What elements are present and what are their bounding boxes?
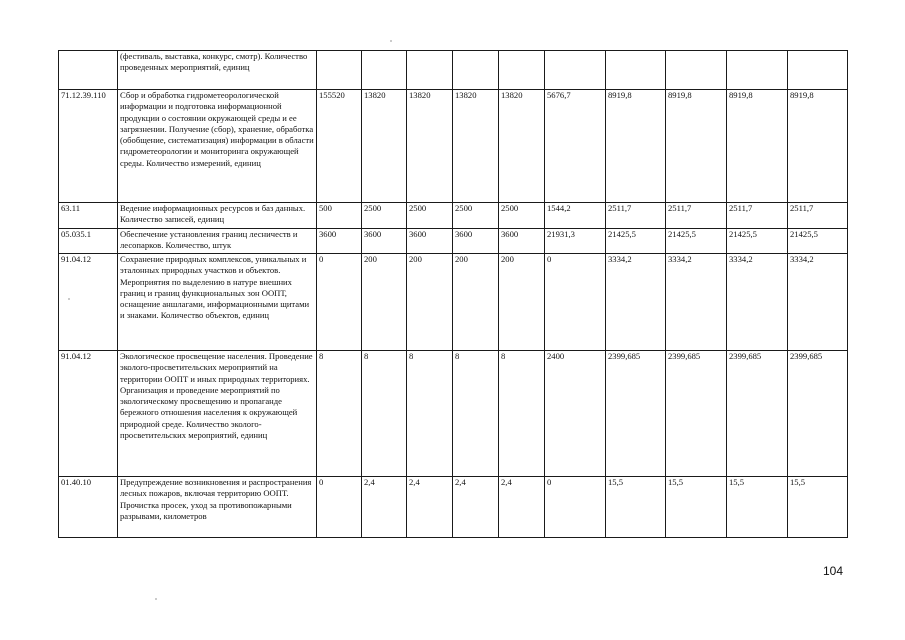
table-row [59,90,848,203]
row-value-cell: 2400 [545,351,606,477]
row-value-cell: 3334,2 [666,254,727,351]
row-value-cell: 2511,7 [727,203,788,229]
row-value-cell: 155520 [317,90,362,203]
table-row [59,351,848,477]
row-value-cell: 3600 [499,229,545,254]
row-description-cell: Ведение информационных ресурсов и баз данных. Количество записей, единиц [118,203,317,229]
row-value-cell: 8 [499,351,545,477]
row-value-cell: 1544,2 [545,203,606,229]
row-value-cell: 2399,685 [666,351,727,477]
row-value-cell [545,51,606,90]
row-value-cell: 0 [545,254,606,351]
row-value-cell: 200 [453,254,499,351]
row-code-cell: 01.40.10 [59,477,118,538]
row-value-cell: 21425,5 [666,229,727,254]
row-value-cell: 21425,5 [788,229,848,254]
row-description-cell: Сбор и обработка гидрометеорологической информации и подготовка информационной продукции о состоянии окружающей среды и ее загрязнении. Получение (сбор), хранение, обработка (обобщение, систематизация) информации в области гидрометеорологии и мониторинга окружающей среды. Количество измерений, единиц [118,90,317,203]
scan-speck [155,598,157,600]
row-value-cell: 2511,7 [788,203,848,229]
row-value-cell: 500 [317,203,362,229]
row-description-cell: Обеспечение установления границ лесничеств и лесопарков. Количество, штук [118,229,317,254]
row-value-cell: 8 [407,351,453,477]
row-description-cell: (фестиваль, выставка, конкурс, смотр). Количество проведенных мероприятий, единиц [118,51,317,90]
table-row [59,254,848,351]
table-row [59,477,848,538]
row-value-cell: 2399,685 [606,351,666,477]
row-code-cell: 05.035.1 [59,229,118,254]
table-row [59,51,848,90]
row-value-cell: 200 [407,254,453,351]
row-value-cell: 8919,8 [727,90,788,203]
row-code-cell: 91.04.12 [59,351,118,477]
row-value-cell [606,51,666,90]
table-row [59,229,848,254]
row-value-cell [788,51,848,90]
row-value-cell: 8919,8 [606,90,666,203]
row-value-cell: 8 [453,351,499,477]
row-value-cell: 21425,5 [727,229,788,254]
row-value-cell: 13820 [453,90,499,203]
row-value-cell: 3600 [453,229,499,254]
activities-table [58,50,848,538]
row-value-cell [362,51,407,90]
row-value-cell: 8 [362,351,407,477]
row-value-cell: 3334,2 [788,254,848,351]
page-number: 104 [823,564,844,578]
row-code-cell: 91.04.12 [59,254,118,351]
table-row [59,203,848,229]
row-value-cell: 5676,7 [545,90,606,203]
row-value-cell: 2,4 [499,477,545,538]
row-value-cell: 13820 [499,90,545,203]
row-description-cell: Сохранение природных комплексов, уникальных и эталонных природных участков и объектов. Мероприятия по выделению в натуре внешних границ и границ функциональных зон ООПТ, оснащение аншлагами, информационными щитами и знаками. Количество объектов, единиц [118,254,317,351]
row-value-cell [453,51,499,90]
row-value-cell [317,51,362,90]
scan-speck [68,298,70,300]
row-value-cell: 8919,8 [788,90,848,203]
row-code-cell: 63.11 [59,203,118,229]
row-value-cell: 13820 [362,90,407,203]
row-value-cell: 15,5 [788,477,848,538]
row-description-cell: Предупреждение возникновения и распространения лесных пожаров, включая территорию ООПТ. Прочистка просек, уход за противопожарными разрывами, километров [118,477,317,538]
row-value-cell: 15,5 [666,477,727,538]
row-value-cell: 3334,2 [606,254,666,351]
row-value-cell [407,51,453,90]
row-value-cell [666,51,727,90]
row-value-cell: 0 [545,477,606,538]
row-value-cell [499,51,545,90]
row-value-cell: 2,4 [362,477,407,538]
row-value-cell: 3334,2 [727,254,788,351]
row-value-cell: 2500 [407,203,453,229]
scan-speck [390,40,392,42]
row-value-cell: 8919,8 [666,90,727,203]
row-value-cell: 2399,685 [727,351,788,477]
row-value-cell: 15,5 [606,477,666,538]
row-value-cell: 3600 [362,229,407,254]
row-value-cell: 2,4 [407,477,453,538]
row-value-cell: 2511,7 [606,203,666,229]
row-code-cell [59,51,118,90]
row-value-cell: 2500 [453,203,499,229]
row-value-cell: 2500 [362,203,407,229]
row-value-cell: 21931,3 [545,229,606,254]
row-value-cell: 2,4 [453,477,499,538]
row-value-cell: 200 [499,254,545,351]
row-value-cell: 13820 [407,90,453,203]
row-value-cell: 21425,5 [606,229,666,254]
row-value-cell: 2511,7 [666,203,727,229]
row-code-cell: 71.12.39.110 [59,90,118,203]
row-value-cell: 0 [317,477,362,538]
row-value-cell [727,51,788,90]
row-value-cell: 2399,685 [788,351,848,477]
row-value-cell: 15,5 [727,477,788,538]
row-description-cell: Экологическое просвещение населения. Проведение эколого-просветительских мероприятий на территории ООПТ и иных природных территориях. Организация и проведение мероприятий по экологическому просвещению и пропаганде бережного отношения населения к окружающей природной среде. Количество эколого-просветительских мероприятий, единиц [118,351,317,477]
row-value-cell: 2500 [499,203,545,229]
row-value-cell: 8 [317,351,362,477]
row-value-cell: 3600 [407,229,453,254]
row-value-cell: 3600 [317,229,362,254]
row-value-cell: 0 [317,254,362,351]
row-value-cell: 200 [362,254,407,351]
